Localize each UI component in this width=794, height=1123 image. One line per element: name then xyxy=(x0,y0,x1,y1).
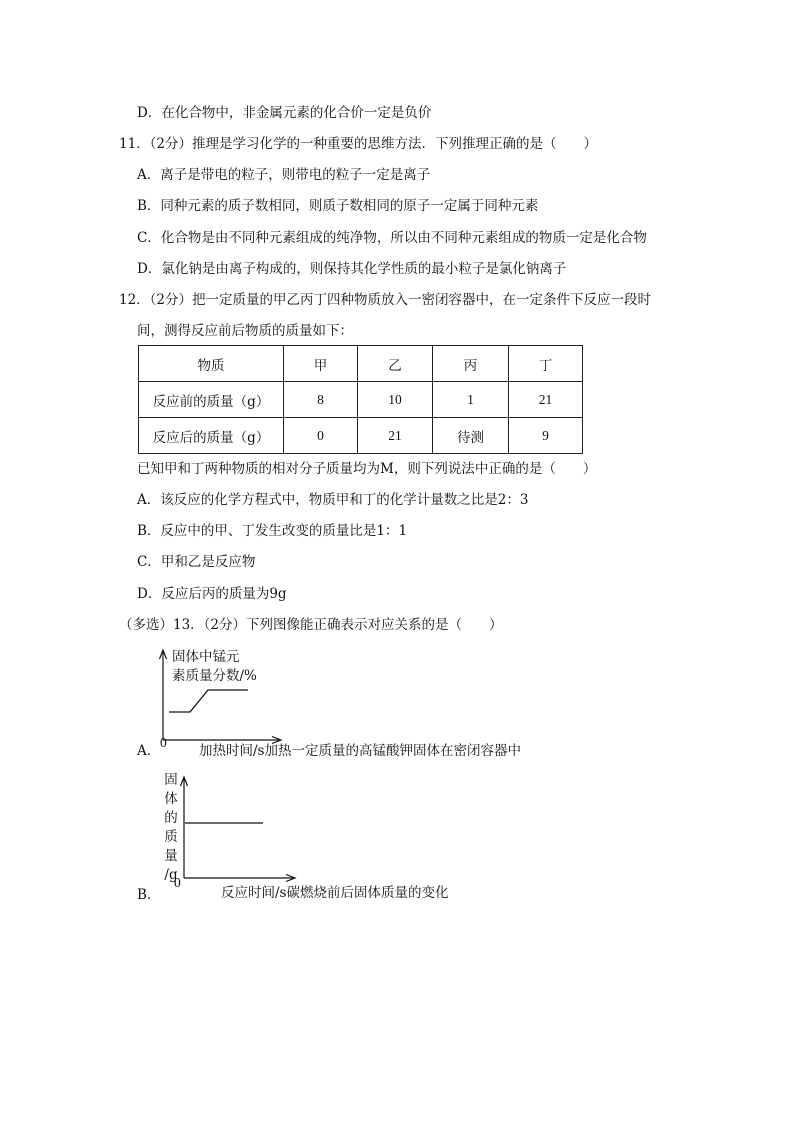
graph-b-ylabel-char: 的 xyxy=(164,810,178,826)
graph-a-ylabel-line1: 固体中锰元 xyxy=(172,649,240,665)
table-header-cell: 丙 xyxy=(433,346,509,382)
table-cell: 10 xyxy=(358,382,433,418)
graph-a-ylabel-line2: 素质量分数/% xyxy=(172,668,257,684)
q12-option-c: C．甲和乙是反应物 xyxy=(137,554,256,570)
graph-b-ylabel-char: 固 xyxy=(164,772,178,788)
q12-stem-line2: 间，测得反应前后物质的质量如下： xyxy=(137,323,353,339)
q11-option-b: B．同种元素的质子数相同，则质子数相同的原子一定属于同种元素 xyxy=(137,198,539,214)
q11-option-d: D．氯化钠是由离子构成的，则保持其化学性质的最小粒子是氯化钠离子 xyxy=(137,261,567,277)
q12-option-b: B．反应中的甲、丁发生改变的质量比是1：1 xyxy=(137,523,408,539)
graph-b-ylabel-char: 质 xyxy=(164,829,178,845)
graph-a-caption: 加热时间/s加热一定质量的高锰酸钾固体在密闭容器中 xyxy=(199,743,521,759)
table-cell: 21 xyxy=(358,418,433,454)
table-header-cell: 乙 xyxy=(358,346,433,382)
q13-stem: （多选）13．（2分）下列图像能正确表示对应关系的是（ ） xyxy=(119,617,503,633)
q12-followup: 已知甲和丁两种物质的相对分子质量均为M，则下列说法中正确的是（ ） xyxy=(137,461,597,477)
table-cell: 0 xyxy=(284,418,358,454)
q10-option-d: D．在化合物中，非金属元素的化合价一定是负价 xyxy=(137,105,432,121)
table-header-cell: 甲 xyxy=(284,346,358,382)
q12-stem-line1: 12．（2分）把一定质量的甲乙丙丁四种物质放入一密闭容器中，在一定条件下反应一段时 xyxy=(119,292,652,308)
q11-option-a: A．离子是带电的粒子，则带电的粒子一定是离子 xyxy=(137,167,431,183)
graph-b-ylabel-char: 量 xyxy=(164,848,178,864)
q12-option-a: A．该反应的化学方程式中，物质甲和丁的化学计量数之比是2：3 xyxy=(137,492,529,508)
table-cell: 9 xyxy=(509,418,583,454)
table-cell: 待测 xyxy=(433,418,509,454)
table-cell: 反应前的质量（g） xyxy=(139,382,284,418)
q12-option-d: D．反应后丙的质量为9g xyxy=(137,586,287,602)
table-header-cell: 丁 xyxy=(509,346,583,382)
table-cell: 1 xyxy=(433,382,509,418)
graph-b-origin: 0 xyxy=(174,875,181,890)
graph-a-option-label: A． xyxy=(137,743,161,759)
table-cell: 21 xyxy=(509,382,583,418)
graph-b-caption: 反应时间/s碳燃烧前后固体质量的变化 xyxy=(221,885,449,901)
graph-a-origin: 0 xyxy=(160,735,167,750)
q11-stem: 11．（2分）推理是学习化学的一种重要的思维方法．下列推理正确的是（ ） xyxy=(119,136,598,152)
table-cell: 8 xyxy=(284,382,358,418)
graph-b-option-label: B． xyxy=(137,887,161,903)
table-header-cell: 物质 xyxy=(139,346,284,382)
graph-b-ylabel-char: 体 xyxy=(164,791,178,807)
graph-b-ylabel-char: /g xyxy=(164,867,178,883)
q11-option-c: C．化合物是由不同种元素组成的纯净物，所以由不同种元素组成的物质一定是化合物 xyxy=(137,230,647,246)
table-cell: 反应后的质量（g） xyxy=(139,418,284,454)
